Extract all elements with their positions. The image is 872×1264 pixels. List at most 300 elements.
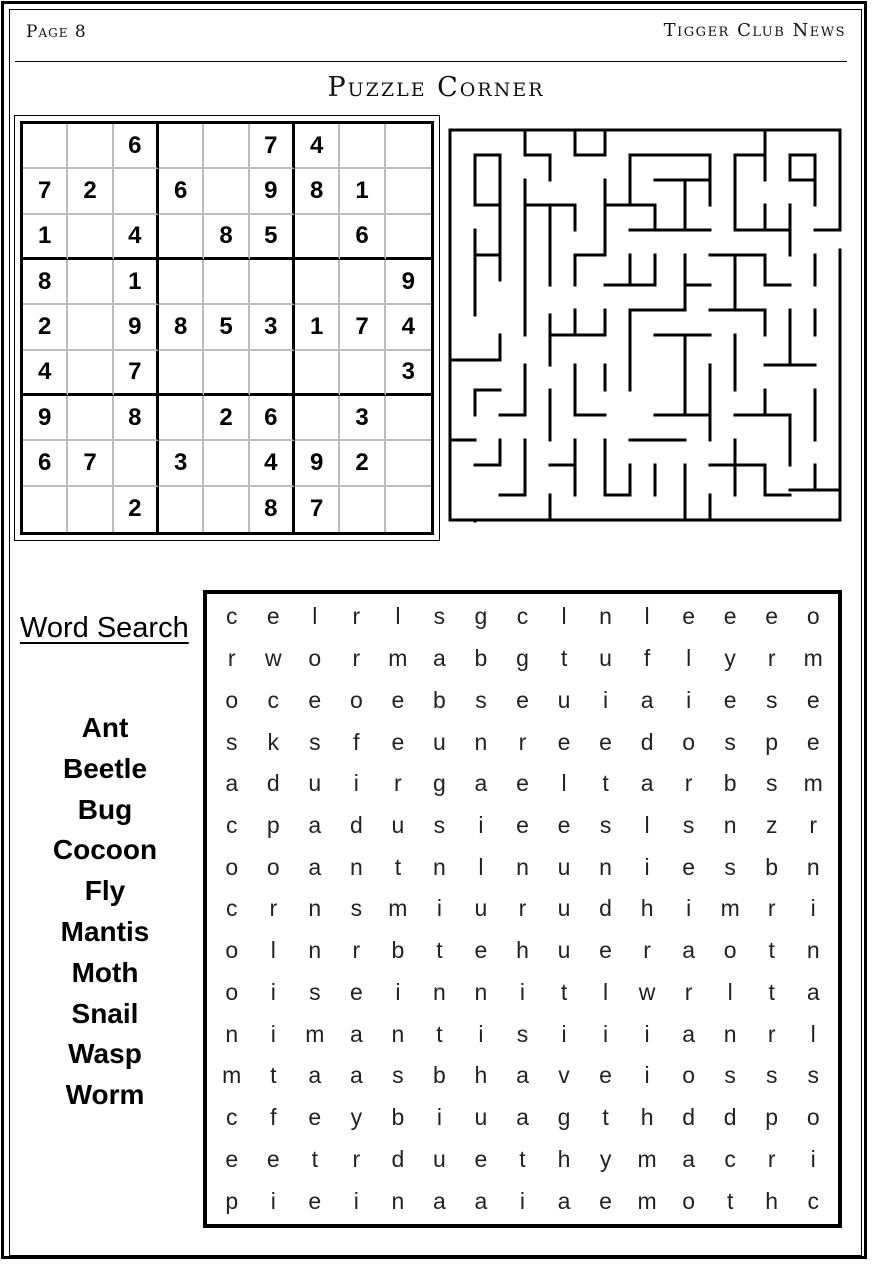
letter-cell: e [391, 728, 405, 755]
letter-cell: c [516, 603, 529, 630]
letter-cell: u [599, 645, 612, 672]
sudoku-cell: 6 [159, 169, 204, 214]
letter-cell: a [474, 770, 488, 797]
letter-cell: l [644, 812, 650, 839]
letter-cell: c [226, 812, 238, 839]
letter-cell: c [267, 686, 280, 713]
sudoku-cell: 4 [386, 305, 431, 350]
letter-cell: e [806, 728, 820, 755]
letter-cell: l [686, 645, 692, 672]
sudoku-cell: 9 [250, 169, 295, 214]
letter-cell: a [474, 1187, 488, 1214]
letter-cell: r [352, 603, 361, 630]
letter-cell: n [599, 853, 612, 880]
word-list-item: Wasp [68, 1038, 142, 1070]
letter-cell: u [308, 770, 322, 797]
letter-cell: c [807, 1187, 819, 1214]
letter-cell: e [599, 1062, 612, 1089]
sudoku-cell [68, 487, 113, 532]
letter-cell: n [723, 812, 737, 839]
word-search-title: Word Search [20, 612, 189, 644]
letter-cell: d [391, 1145, 405, 1172]
sudoku-cell [340, 351, 385, 396]
letter-cell: e [682, 853, 696, 880]
sudoku-cell: 3 [386, 351, 431, 396]
letter-cell: a [308, 1062, 322, 1089]
letter-cell: s [309, 978, 321, 1005]
sudoku-cell [159, 487, 204, 532]
sudoku-cell: 9 [114, 305, 159, 350]
sudoku-cell: 7 [114, 351, 159, 396]
letter-cell: n [516, 853, 529, 880]
letter-cell: s [724, 728, 736, 755]
letter-cell: r [352, 1145, 361, 1172]
letter-cell: t [560, 978, 568, 1005]
sudoku-cell: 8 [295, 169, 340, 214]
letter-cell: a [349, 1020, 363, 1047]
word-list-item: Snail [71, 997, 139, 1029]
sudoku-cell [68, 396, 113, 441]
letter-cell: r [518, 728, 527, 755]
letter-cell: e [682, 603, 696, 630]
letter-cell: r [227, 645, 236, 672]
letter-cell: o [225, 978, 239, 1005]
newsletter-title: Tigger Club News [663, 20, 846, 41]
letter-cell: n [433, 978, 446, 1005]
letter-cell: o [225, 686, 239, 713]
letter-cell: i [395, 978, 401, 1005]
sudoku-cell [386, 169, 431, 214]
letter-cell: e [723, 686, 737, 713]
letter-cell: n [474, 978, 488, 1005]
letter-cell: u [557, 937, 571, 964]
sudoku-cell: 3 [340, 396, 385, 441]
letter-cell: z [765, 812, 778, 839]
letter-cell: e [599, 1187, 612, 1214]
letter-cell: e [266, 603, 280, 630]
letter-cell: n [349, 853, 363, 880]
sudoku-cell: 2 [340, 441, 385, 486]
letter-cell: r [809, 812, 818, 839]
word-list-item: Beetle [62, 752, 148, 784]
sudoku-cell [159, 351, 204, 396]
letter-cell: a [349, 1062, 363, 1089]
sudoku-cell [386, 124, 431, 169]
letter-cell: b [391, 1104, 405, 1131]
letter-cell: s [392, 1062, 404, 1089]
sudoku-cell [23, 487, 68, 532]
letter-cell: s [724, 853, 736, 880]
letter-cell: t [768, 978, 775, 1005]
letter-cell: t [768, 937, 775, 964]
letter-cell: w [638, 978, 656, 1005]
letter-cell: i [270, 1020, 276, 1047]
sudoku-cell: 7 [295, 487, 340, 532]
letter-cell: s [807, 1062, 819, 1089]
letter-cell: r [684, 770, 693, 797]
letter-cell: r [518, 895, 527, 922]
letter-cell: m [720, 895, 740, 922]
letter-cell: a [308, 812, 322, 839]
sudoku-cell: 1 [114, 260, 159, 305]
letter-cell: d [723, 1104, 737, 1131]
word-search-grid [203, 590, 842, 1228]
letter-cell: i [436, 1104, 442, 1131]
letter-cell: e [516, 686, 529, 713]
letter-cell: i [478, 812, 484, 839]
letter-cell: e [308, 1187, 322, 1214]
letter-cell: a [682, 1145, 696, 1172]
sudoku-cell: 5 [204, 305, 249, 350]
letter-cell: i [603, 1020, 609, 1047]
letter-cell: i [561, 1020, 567, 1047]
letter-cell: s [350, 895, 363, 922]
sudoku-cell: 9 [23, 396, 68, 441]
letter-cell: u [557, 895, 571, 922]
sudoku-cell [295, 260, 340, 305]
letter-cell: u [433, 728, 446, 755]
letter-cell: o [349, 686, 363, 713]
sudoku-cell: 2 [204, 396, 249, 441]
letter-cell: i [644, 853, 650, 880]
letter-cell: e [765, 603, 779, 630]
sudoku-cell [114, 441, 159, 486]
sudoku-cell [295, 215, 340, 260]
letter-cell: m [803, 770, 823, 797]
letter-cell: a [682, 1020, 696, 1047]
letter-cell: o [806, 1104, 820, 1131]
letter-cell: a [516, 1062, 529, 1089]
letter-cell: i [810, 1145, 816, 1172]
letter-cell: a [225, 770, 239, 797]
letter-cell: e [516, 812, 529, 839]
sudoku-cell: 4 [23, 351, 68, 396]
letter-cell: g [474, 603, 488, 630]
letter-cell: y [724, 645, 736, 672]
letter-cell: e [474, 1145, 488, 1172]
letter-cell: e [557, 812, 571, 839]
letter-cell: s [599, 812, 612, 839]
word-list-item: Cocoon [52, 834, 158, 866]
letter-cell: l [312, 603, 318, 630]
letter-cell: i [644, 1062, 650, 1089]
word-list-item: Worm [65, 1079, 145, 1111]
letter-cell: h [640, 1104, 654, 1131]
sudoku-cell [204, 441, 249, 486]
sudoku-cell [250, 351, 295, 396]
letter-cell: d [682, 1104, 696, 1131]
letter-cell: r [684, 978, 693, 1005]
letter-cell: c [724, 1145, 736, 1172]
sudoku-cell [204, 487, 249, 532]
letter-cell: o [308, 645, 322, 672]
sudoku-cell [68, 215, 113, 260]
sudoku-cell: 1 [23, 215, 68, 260]
letter-cell: i [519, 978, 526, 1005]
sudoku-cell: 6 [114, 124, 159, 169]
letter-cell: f [353, 728, 360, 755]
letter-cell: l [478, 853, 484, 880]
letter-cell: g [516, 645, 529, 672]
letter-cell: e [391, 686, 405, 713]
letter-cell: e [474, 937, 488, 964]
letter-cell: l [810, 1020, 816, 1047]
letter-cell: u [391, 812, 405, 839]
letter-cell: i [478, 1020, 484, 1047]
sudoku-cell [23, 124, 68, 169]
sudoku-cell [340, 260, 385, 305]
sudoku-cell [114, 169, 159, 214]
letter-cell: r [767, 1145, 776, 1172]
letter-cell: w [264, 645, 282, 672]
letter-cell: u [474, 895, 488, 922]
sudoku-cell: 7 [68, 441, 113, 486]
letter-cell: b [433, 686, 446, 713]
sudoku-cell: 3 [250, 305, 295, 350]
sudoku-cell: 2 [68, 169, 113, 214]
sudoku-cell: 1 [340, 169, 385, 214]
sudoku-cell [159, 260, 204, 305]
letter-cell: a [433, 1187, 446, 1214]
letter-cell: a [308, 853, 322, 880]
letter-cell: n [806, 937, 820, 964]
letter-cell: h [557, 1145, 571, 1172]
sudoku-cell: 3 [159, 441, 204, 486]
sudoku-cell [68, 260, 113, 305]
letter-cell: n [308, 895, 322, 922]
sudoku-cell: 9 [386, 260, 431, 305]
letter-cell: t [436, 1020, 443, 1047]
letter-cell: n [433, 853, 446, 880]
letter-cell: k [267, 728, 280, 755]
letter-cell: n [391, 1020, 405, 1047]
letter-cell: n [723, 1020, 737, 1047]
letter-cell: r [643, 937, 651, 964]
letter-cell: i [436, 895, 442, 922]
sudoku-cell: 8 [204, 215, 249, 260]
sudoku-cell: 7 [250, 124, 295, 169]
letter-cell: o [682, 1062, 696, 1089]
letter-cell: a [806, 978, 820, 1005]
letter-cell: n [806, 853, 820, 880]
letter-cell: s [309, 728, 321, 755]
letter-cell: c [226, 895, 238, 922]
letter-cell: n [391, 1187, 405, 1214]
sudoku-cell [386, 487, 431, 532]
letter-cell: d [640, 728, 654, 755]
sudoku-cell [340, 487, 385, 532]
letter-cell: l [603, 978, 609, 1005]
letter-cell: i [270, 1187, 276, 1214]
letter-cell: e [599, 728, 612, 755]
sudoku-cell: 6 [23, 441, 68, 486]
letter-cell: o [806, 603, 820, 630]
letter-cell: p [225, 1187, 239, 1214]
sudoku-cell: 7 [23, 169, 68, 214]
letter-cell: e [308, 686, 322, 713]
letter-cell: m [388, 895, 408, 922]
letter-cell: e [723, 603, 737, 630]
letter-cell: m [803, 645, 823, 672]
maze-puzzle [445, 125, 845, 525]
letter-cell: l [727, 978, 733, 1005]
letter-cell: e [225, 1145, 239, 1172]
letter-cell: b [765, 853, 779, 880]
letter-cell: f [643, 645, 651, 672]
letter-cell: a [640, 686, 654, 713]
letter-cell: r [352, 937, 361, 964]
letter-cell: o [682, 728, 696, 755]
letter-cell: m [388, 645, 408, 672]
letter-cell: t [270, 1062, 277, 1089]
sudoku-cell [68, 351, 113, 396]
letter-cell: a [433, 645, 446, 672]
letter-cell: o [225, 937, 239, 964]
word-search-word-list [30, 708, 180, 1116]
letter-cell: i [686, 686, 692, 713]
letter-cell: t [560, 645, 568, 672]
letter-cell: o [682, 1187, 696, 1214]
letter-cell: r [394, 770, 402, 797]
letter-cell: o [225, 853, 239, 880]
sudoku-cell [386, 396, 431, 441]
letter-cell: t [602, 770, 609, 797]
sudoku-cell [250, 260, 295, 305]
letter-cell: s [765, 1062, 778, 1089]
sudoku-cell [68, 305, 113, 350]
letter-cell: m [222, 1062, 242, 1089]
sudoku-cell [204, 169, 249, 214]
sudoku-cell [159, 396, 204, 441]
sudoku-cell [68, 124, 113, 169]
sudoku-cell [295, 396, 340, 441]
letter-cell: o [266, 853, 280, 880]
letter-cell: t [519, 1145, 526, 1172]
sudoku-cell: 4 [250, 441, 295, 486]
letter-cell: t [394, 853, 402, 880]
letter-cell: d [599, 895, 612, 922]
letter-cell: m [637, 1187, 657, 1214]
letter-cell: h [640, 895, 654, 922]
letter-cell: a [516, 1104, 529, 1131]
letter-cell: e [349, 978, 363, 1005]
sudoku-cell [340, 124, 385, 169]
letter-cell: i [519, 1187, 526, 1214]
letter-cell: y [599, 1145, 612, 1172]
letter-cell: e [806, 686, 820, 713]
letter-cell: s [226, 728, 238, 755]
letter-cell: u [557, 686, 571, 713]
letter-cell: r [767, 895, 776, 922]
sudoku-cell: 8 [114, 396, 159, 441]
letter-cell: i [270, 978, 276, 1005]
letter-cell: s [433, 603, 446, 630]
letter-cell: o [723, 937, 737, 964]
word-list-item: Ant [81, 712, 129, 743]
sudoku-cell: 8 [159, 305, 204, 350]
letter-cell: e [599, 937, 612, 964]
letter-cell: l [270, 937, 276, 964]
sudoku-cell: 5 [250, 215, 295, 260]
letter-cell: n [225, 1020, 239, 1047]
word-list-item: Bug [77, 793, 133, 825]
letter-cell: t [602, 1104, 609, 1131]
letter-cell: a [640, 770, 654, 797]
sudoku-cell: 8 [23, 260, 68, 305]
letter-cell: e [308, 1104, 322, 1131]
letter-cell: n [599, 603, 612, 630]
letter-cell: d [349, 812, 363, 839]
section-title: Puzzle Corner [327, 72, 545, 103]
letter-cell: c [226, 603, 238, 630]
letter-cell: p [266, 812, 280, 839]
sudoku-cell: 2 [114, 487, 159, 532]
letter-cell: h [516, 937, 529, 964]
letter-cell: p [765, 728, 779, 755]
letter-cell: u [433, 1145, 446, 1172]
letter-cell: t [311, 1145, 319, 1172]
letter-cell: g [433, 770, 446, 797]
sudoku-cell [204, 351, 249, 396]
sudoku-cell: 4 [295, 124, 340, 169]
letter-cell: t [436, 937, 443, 964]
letter-cell: e [516, 770, 529, 797]
letter-cell: h [474, 1062, 488, 1089]
letter-cell: s [682, 812, 695, 839]
letter-cell: s [516, 1020, 529, 1047]
word-list-item: Mantis [60, 915, 150, 947]
sudoku-cell [204, 260, 249, 305]
letter-cell: n [308, 937, 322, 964]
letter-cell: i [353, 1187, 359, 1214]
letter-cell: e [557, 728, 571, 755]
letter-cell: r [269, 895, 278, 922]
letter-cell: y [350, 1104, 363, 1131]
sudoku-cell: 4 [114, 215, 159, 260]
letter-cell: i [644, 1020, 650, 1047]
letter-cell: v [558, 1062, 570, 1089]
letter-cell: s [765, 686, 778, 713]
sudoku-cell: 2 [23, 305, 68, 350]
letter-cell: l [644, 603, 650, 630]
letter-cell: l [561, 603, 567, 630]
letter-cell: n [474, 728, 488, 755]
letter-cell: c [226, 1104, 238, 1131]
sudoku-cell: 7 [340, 305, 385, 350]
letter-cell: b [474, 645, 488, 672]
letter-cell: b [391, 937, 405, 964]
letter-cell: u [474, 1104, 488, 1131]
letter-cell: l [561, 770, 567, 797]
letter-cell: g [557, 1104, 571, 1131]
sudoku-puzzle [14, 115, 440, 541]
letter-cell: u [557, 853, 571, 880]
letter-cell: m [305, 1020, 325, 1047]
letter-cell: f [270, 1104, 277, 1131]
letter-cell: t [726, 1187, 734, 1214]
sudoku-cell [159, 215, 204, 260]
sudoku-grid [20, 121, 434, 535]
sudoku-cell: 6 [250, 396, 295, 441]
letter-cell: m [637, 1145, 657, 1172]
letter-cell: e [266, 1145, 280, 1172]
sudoku-cell: 9 [295, 441, 340, 486]
letter-cell: s [765, 770, 778, 797]
letter-cell: d [266, 770, 280, 797]
page-number: Page 8 [26, 22, 87, 42]
letter-cell: r [352, 645, 361, 672]
sudoku-cell [204, 124, 249, 169]
